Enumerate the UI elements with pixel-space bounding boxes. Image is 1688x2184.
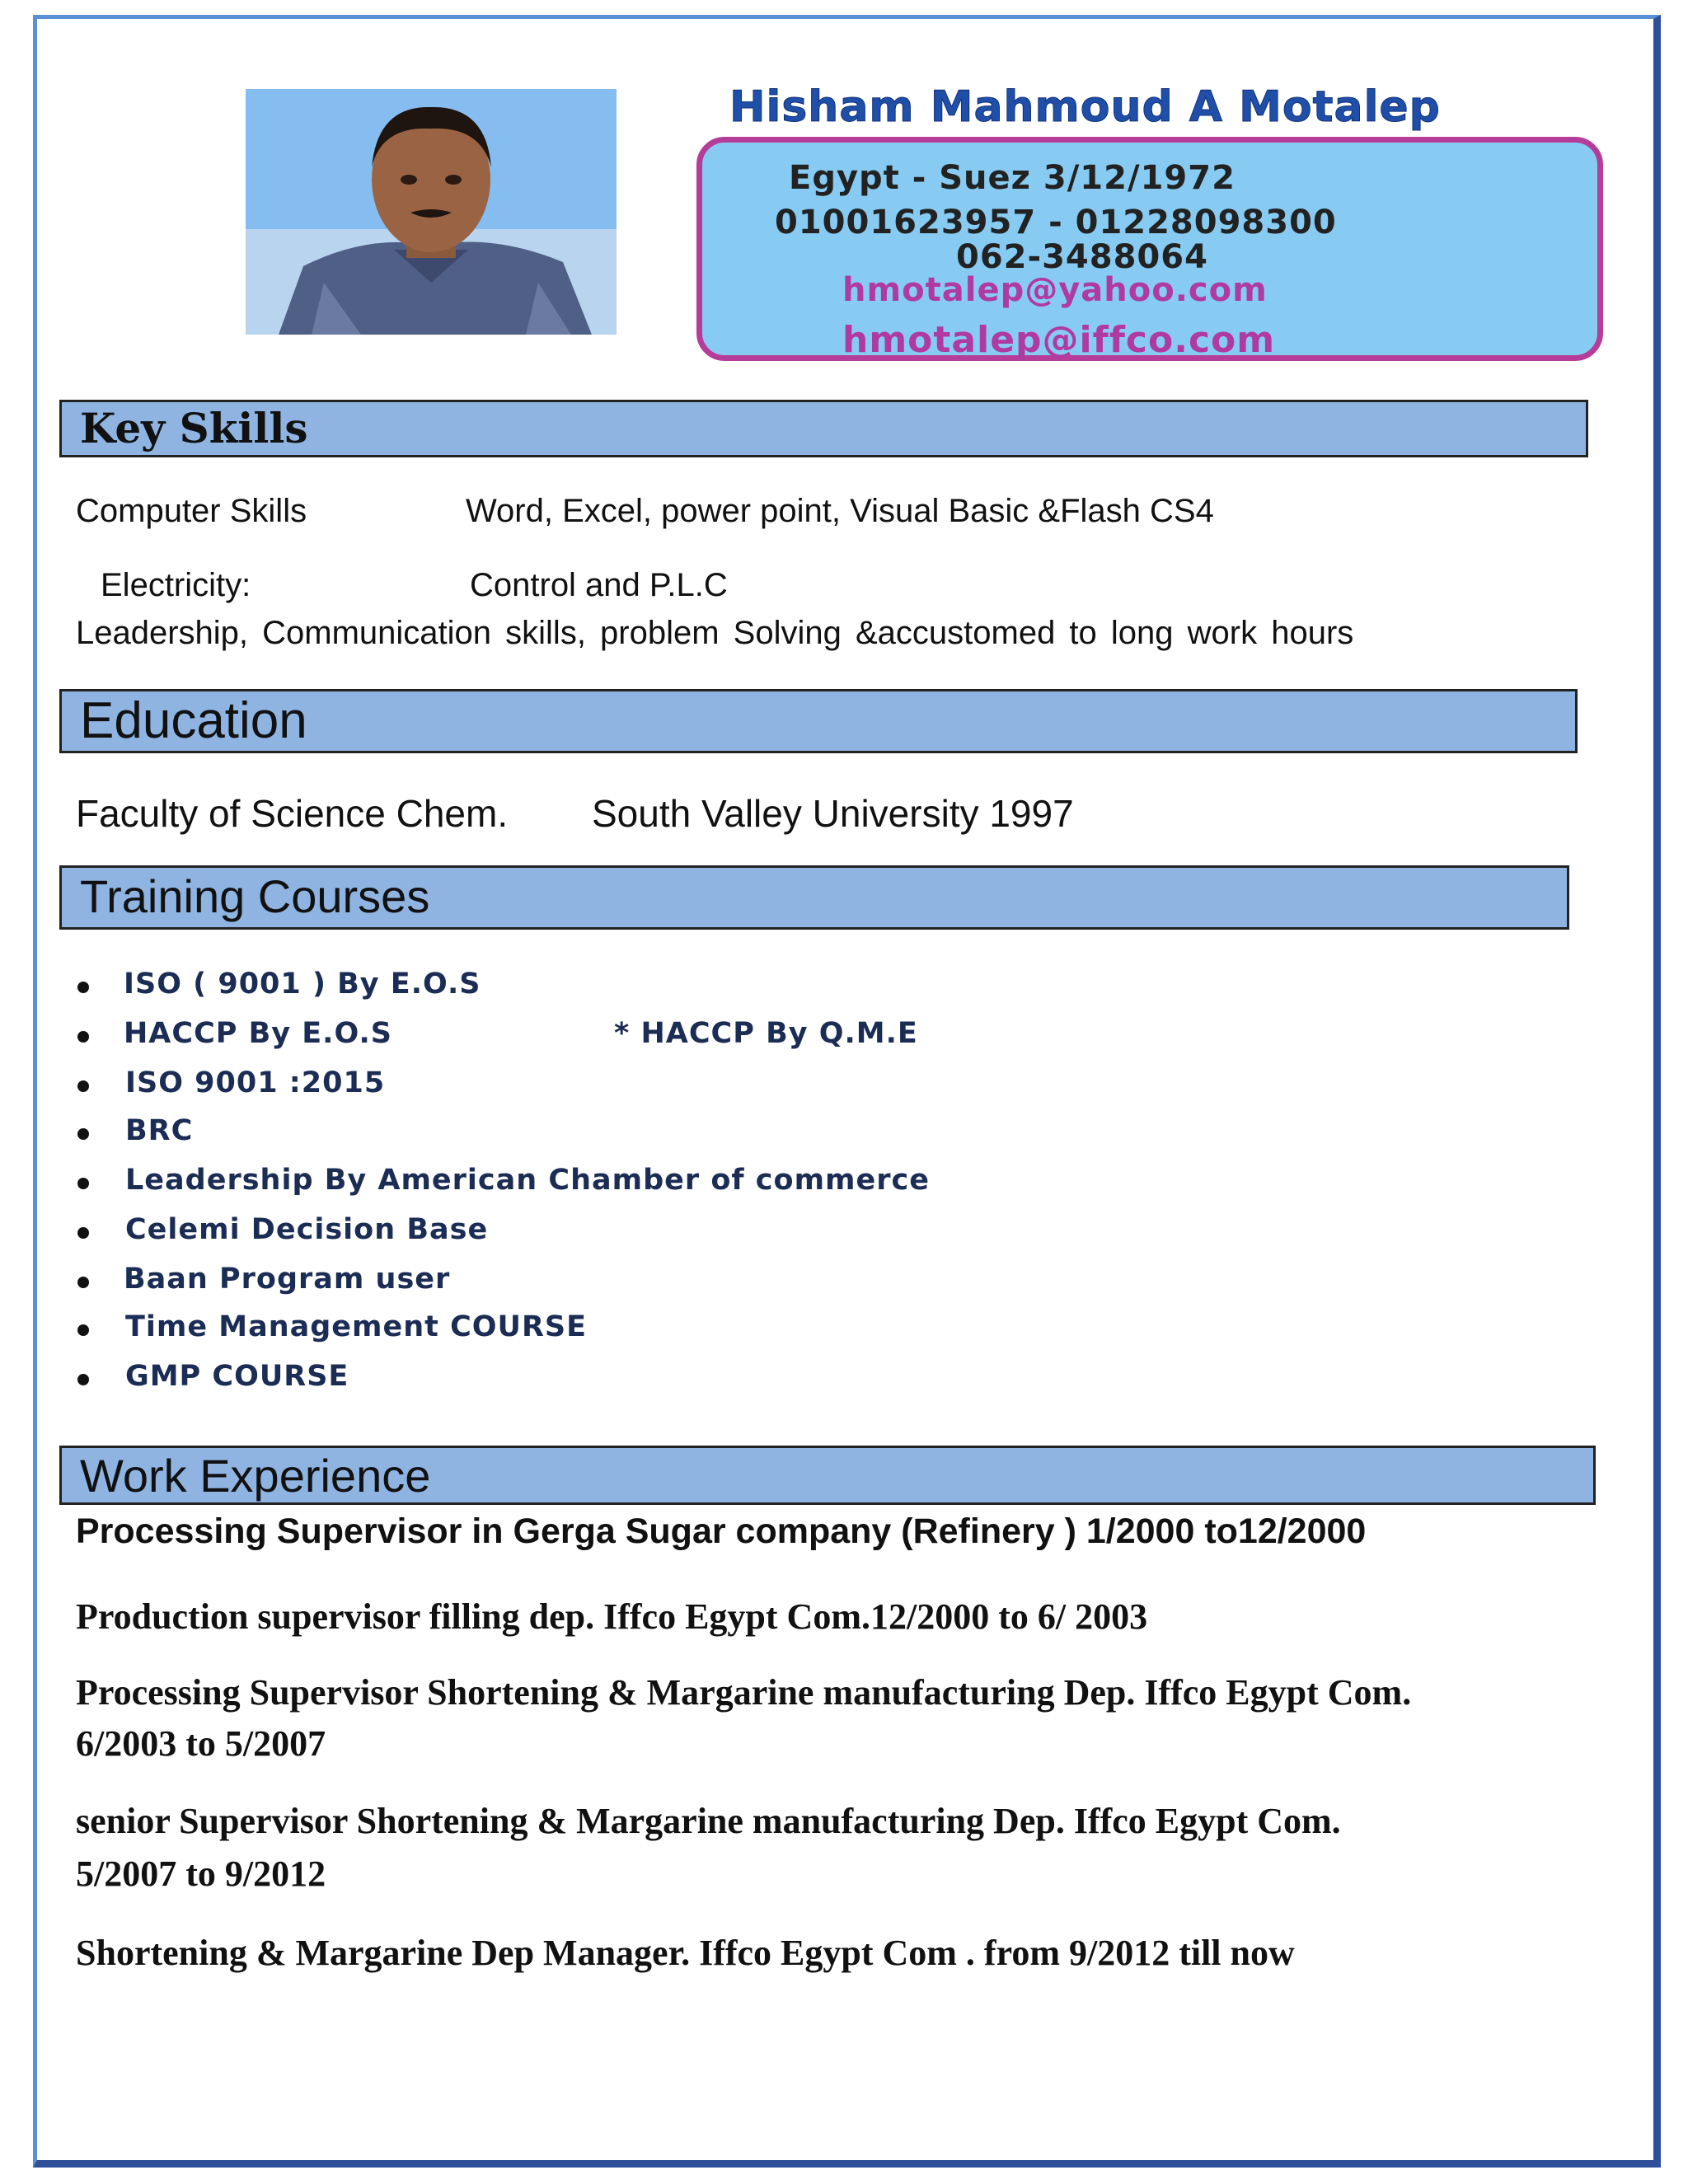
section-header-education: [59, 689, 1578, 753]
email-iffco[interactable]: hmotalep@iffco.com: [842, 319, 1276, 361]
course-item: Baan Program user: [124, 1263, 451, 1296]
bullet-icon: [77, 1227, 89, 1239]
section-title: Work Experience: [80, 1450, 431, 1502]
section-header-key-skills: [59, 400, 1588, 457]
bullet-icon: [77, 1374, 89, 1385]
bullet-icon: [77, 1128, 89, 1140]
education-degree: Faculty of Science Chem.: [76, 792, 509, 835]
soft-skills: Leadership, Communication skills, problem Solving &accustomed to long work hours: [76, 615, 1354, 651]
electricity-value: Control and P.L.C: [470, 567, 728, 603]
work-item: Production supervisor filling dep. Iffco Egypt Com.12/2000 to 6/ 2003: [76, 1596, 1148, 1637]
bullet-icon: [77, 1324, 89, 1336]
section-header-work: [59, 1446, 1596, 1505]
education-university: South Valley University 1997: [592, 792, 1074, 835]
phone-numbers: 01001623957 - 01228098300: [775, 204, 1337, 241]
course-item: ISO ( 9001 ) By E.O.S: [124, 968, 481, 1001]
candidate-name: Hisham Mahmoud A Motalep: [729, 82, 1441, 132]
section-title: Training Courses: [80, 870, 430, 922]
course-item: Celemi Decision Base: [125, 1213, 489, 1246]
work-item-dates: 5/2007 to 9/2012: [76, 1854, 326, 1894]
work-item: Processing Supervisor Shortening & Margarine manufacturing Dep. Iffco Egypt Com.: [76, 1672, 1412, 1713]
bullet-icon: [77, 1178, 89, 1189]
email-yahoo[interactable]: hmotalep@yahoo.com: [842, 271, 1268, 309]
bullet-icon: [77, 1080, 89, 1092]
work-item: Shortening & Margarine Dep Manager. Iffco Egypt Com . from 9/2012 till now: [76, 1933, 1295, 1973]
course-item: Leadership By American Chamber of commerce: [125, 1164, 930, 1197]
section-header-training: [59, 865, 1569, 930]
work-item-dates: 6/2003 to 5/2007: [76, 1723, 326, 1764]
section-title: Education: [80, 692, 307, 749]
contact-box: [696, 137, 1603, 361]
course-item: Time Management COURSE: [125, 1310, 588, 1343]
work-item: Processing Supervisor in Gerga Sugar company (Refinery ) 1/2000 to12/2000: [76, 1511, 1367, 1551]
computer-skills-value: Word, Excel, power point, Visual Basic &Flash CS4: [466, 493, 1214, 529]
electricity-label: Electricity:: [101, 567, 251, 603]
course-item: GMP COURSE: [125, 1360, 349, 1393]
profile-photo: [246, 89, 617, 335]
location-birthdate: Egypt - Suez 3/12/1972: [789, 159, 1236, 197]
landline-number: 062-3488064: [956, 238, 1208, 276]
computer-skills-label: Computer Skills: [76, 493, 307, 529]
course-item: HACCP By E.O.S: [124, 1017, 392, 1050]
course-item-extra: * HACCP By Q.M.E: [614, 1017, 918, 1050]
work-item: senior Supervisor Shortening & Margarine manufacturing Dep. Iffco Egypt Com.: [76, 1801, 1341, 1841]
bullet-icon: [77, 1031, 89, 1043]
course-item: ISO 9001 :2015: [125, 1066, 386, 1099]
bullet-icon: [77, 982, 89, 993]
course-item: BRC: [125, 1114, 194, 1147]
bullet-icon: [77, 1277, 89, 1288]
section-title: Key Skills: [80, 404, 308, 452]
